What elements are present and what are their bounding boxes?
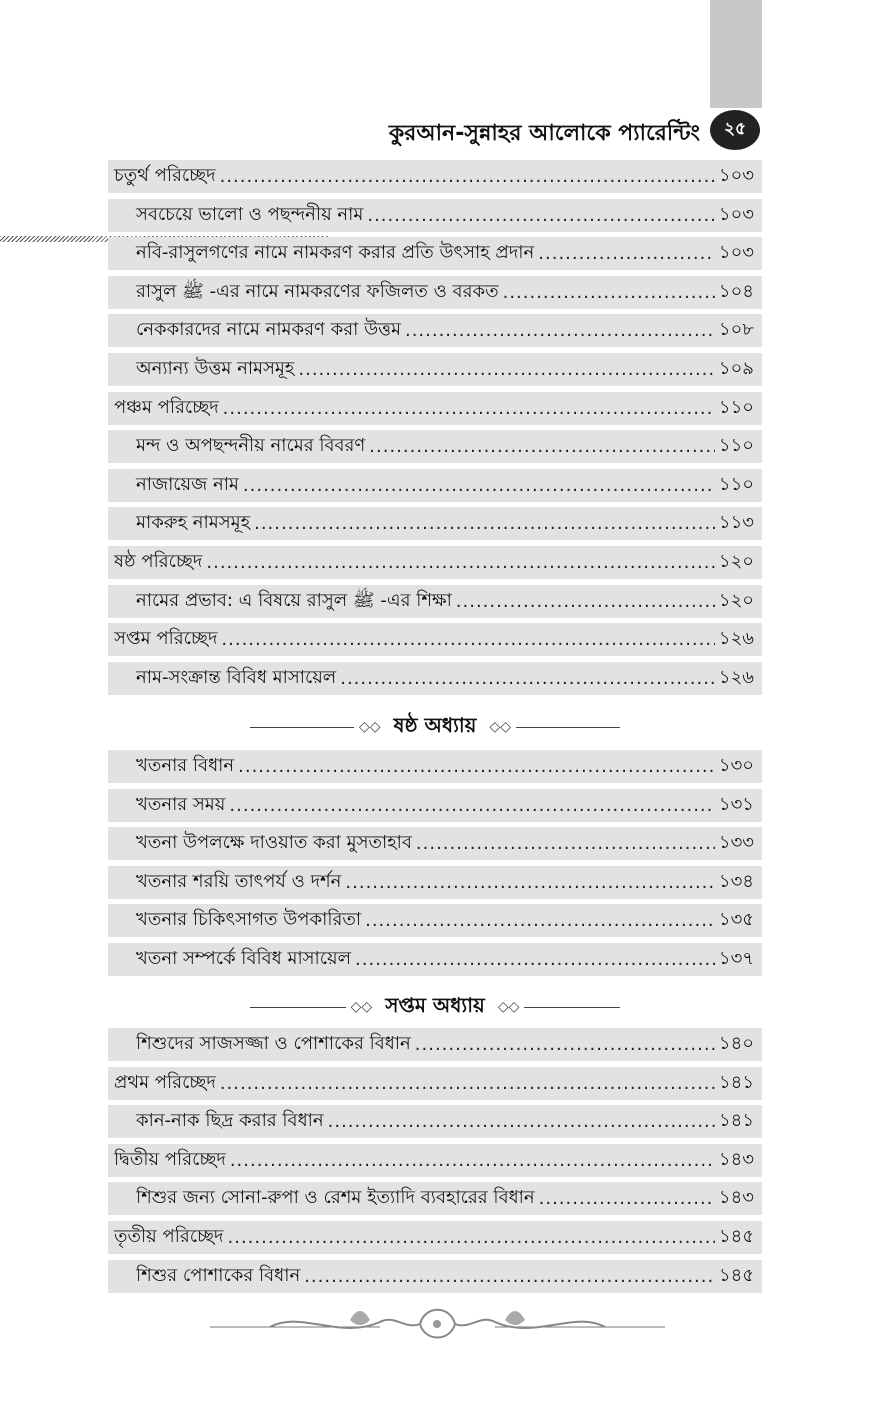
- toc-entry-page: ১৪০: [718, 1033, 754, 1054]
- toc-entry: [108, 585, 762, 618]
- dot-leader: [345, 872, 715, 893]
- toc-entry: [108, 943, 762, 976]
- toc-entry: [108, 866, 762, 899]
- toc-entry: [108, 789, 762, 822]
- toc-entry: [108, 1028, 762, 1061]
- dot-leader: [503, 282, 715, 303]
- dot-leader: [220, 1073, 715, 1094]
- dot-leader: [228, 1227, 715, 1248]
- toc-entry-page: ১৪৩: [718, 1148, 754, 1170]
- chapter-title: ষষ্ঠ অধ্যায়: [393, 712, 477, 737]
- dot-leader: [298, 359, 715, 380]
- toc-entry-page: ১০৩: [718, 165, 754, 186]
- toc-entry: [108, 546, 762, 579]
- dot-leader: [220, 166, 715, 187]
- toc-entry-page: ১৩৫: [718, 909, 754, 931]
- toc-section-2: [108, 750, 762, 982]
- toc-entry-title: শিশুদের সাজসজ্জা ও পোশাকের বিধান: [136, 1033, 411, 1054]
- dot-leader: [230, 1150, 715, 1171]
- toc-entry-page: ১৩৪: [718, 870, 754, 892]
- toc-entry-title: নাজায়েজ নাম: [136, 473, 239, 495]
- toc-entry: [108, 827, 762, 860]
- chapter-rule-left: [250, 727, 354, 728]
- toc-entry-title: খতনা উপলক্ষে দাওয়াত করা মুসতাহাব: [136, 832, 412, 854]
- toc-entry-title: তৃতীয় পরিচ্ছেদ: [114, 1225, 224, 1247]
- toc-entry: [108, 507, 762, 540]
- toc-entry-title: খতনার সময়: [136, 793, 226, 815]
- toc-entry-title: দ্বিতীয় পরিচ্ছেদ: [114, 1148, 226, 1170]
- page-number-badge: ২৫: [710, 110, 760, 150]
- toc-entry-page: ১১০: [718, 435, 754, 457]
- chapter-heading-7: [250, 990, 620, 1024]
- toc-entry-title: রাসুল ﷺ -এর নামে নামকরণের ফজিলত ও বরকত: [136, 280, 499, 302]
- diamond-ornament-icon: ◇◇: [358, 719, 381, 735]
- chapter-rule-left: [250, 1007, 346, 1008]
- toc-entry-page: ১২৬: [718, 666, 754, 688]
- toc-entry: [108, 199, 762, 232]
- dot-leader: [304, 1266, 715, 1287]
- toc-entry-page: ১৩১: [718, 793, 754, 815]
- toc-entry-page: ১৪৫: [718, 1225, 754, 1247]
- dot-leader: [340, 668, 715, 689]
- toc-entry: [108, 904, 762, 937]
- toc-entry-page: ১৪৫: [718, 1264, 754, 1286]
- toc-entry-page: ১০৩: [718, 203, 754, 225]
- dot-leader: [538, 243, 715, 264]
- chapter-title: সপ্তম অধ্যায়: [385, 992, 485, 1017]
- toc-entry: [108, 1067, 762, 1100]
- dot-leader: [405, 320, 715, 341]
- toc-entry-title: খতনার বিধান: [136, 755, 235, 776]
- toc-entry: [108, 1260, 762, 1293]
- dot-leader: [416, 833, 715, 854]
- dot-leader: [355, 949, 715, 970]
- toc-entry-title: নবি-রাসুলগণের নামে নামকরণ করার প্রতি উৎসাহ প্রদান: [136, 242, 535, 264]
- dot-leader: [221, 629, 715, 650]
- toc-entry: [108, 430, 762, 463]
- dot-leader: [367, 205, 715, 226]
- diamond-ornament-icon: ◇◇: [350, 999, 373, 1015]
- toc-entry-page: ১২০: [718, 550, 754, 572]
- toc-entry-page: ১১০: [718, 396, 754, 418]
- dot-leader: [243, 475, 715, 496]
- toc-entry-title: মন্দ ও অপছন্দনীয় নামের বিবরণ: [136, 435, 366, 457]
- toc-entry: [108, 1105, 762, 1138]
- toc-entry-title: মাকরুহ নামসমূহ: [136, 512, 251, 534]
- toc-entry-page: ১৪১: [718, 1110, 754, 1132]
- toc-entry-title: পঞ্চম পরিচ্ছেদ: [114, 396, 219, 418]
- toc-entry-title: শিশুর জন্য সোনা-রুপা ও রেশম ইত্যাদি ব্যবহারের বিধান: [136, 1187, 535, 1209]
- toc-entry-page: ১০৮: [718, 319, 754, 341]
- toc-entry-title: শিশুর পোশাকের বিধান: [136, 1264, 301, 1286]
- dot-leader: [456, 591, 715, 612]
- toc-entry-page: ১৪১: [718, 1071, 754, 1093]
- toc-entry-title: প্রথম পরিচ্ছেদ: [114, 1071, 216, 1093]
- toc-entry-page: ১০৪: [718, 280, 754, 302]
- dot-leader: [223, 398, 715, 419]
- toc-entry-page: ১৩০: [718, 755, 754, 776]
- running-header: [0, 108, 762, 148]
- toc-entry: [108, 750, 762, 783]
- toc-entry-title: কান-নাক ছিদ্র করার বিধান: [136, 1110, 324, 1132]
- diamond-ornament-icon: ◇◇: [489, 719, 512, 735]
- toc-section-1: [108, 160, 762, 700]
- toc-entry-page: ১১৩: [718, 512, 754, 534]
- toc-entry: [108, 1182, 762, 1215]
- toc-entry-title: নামের প্রভাব: এ বিষয়ে রাসুল ﷺ -এর শিক্ষা: [136, 589, 452, 611]
- diamond-ornament-icon: ◇◇: [497, 999, 520, 1015]
- toc-entry: [108, 1221, 762, 1254]
- toc-entry: [108, 353, 762, 386]
- toc-entry: [108, 276, 762, 309]
- toc-entry-page: ১৩৩: [718, 832, 754, 854]
- toc-entry-title: নাম-সংক্রান্ত বিবিধ মাসায়েল: [136, 666, 337, 688]
- dot-leader: [415, 1034, 715, 1055]
- toc-entry-title: অন্যান্য উত্তম নামসমূহ: [136, 357, 295, 379]
- toc-entry-page: ১৪৩: [718, 1187, 754, 1209]
- toc-entry: [108, 237, 762, 270]
- toc-entry-page: ১০৩: [718, 242, 754, 264]
- dot-leader: [238, 756, 715, 777]
- toc-entry: [108, 1144, 762, 1177]
- toc-section-3: [108, 1028, 762, 1298]
- dot-leader: [229, 795, 715, 816]
- dot-leader: [328, 1111, 715, 1132]
- chapter-rule-right: [524, 1007, 620, 1008]
- toc-entry-page: ১২৬: [718, 628, 754, 650]
- dot-leader: [206, 552, 715, 573]
- toc-entry: [108, 623, 762, 656]
- toc-entry-title: সবচেয়ে ভালো ও পছন্দনীয় নাম: [136, 203, 364, 225]
- toc-entry-page: ১১০: [718, 473, 754, 495]
- toc-entry: [108, 469, 762, 502]
- toc-entry-title: খতনার শরয়ি তাৎপর্য ও দর্শন: [136, 870, 342, 892]
- toc-entry-title: নেককারদের নামে নামকরণ করা উত্তম: [136, 319, 401, 341]
- dot-leader: [365, 910, 715, 931]
- toc-entry-title: খতনা সম্পর্কে বিবিধ মাসায়েল: [136, 947, 352, 969]
- toc-entry-page: ১৩৭: [718, 947, 754, 969]
- toc-entry-title: ষষ্ঠ পরিচ্ছেদ: [114, 550, 203, 572]
- floral-divider-icon: [210, 1300, 665, 1350]
- dot-leader: [369, 436, 715, 457]
- toc-entry-title: খতনার চিকিৎসাগত উপকারিতা: [136, 909, 362, 931]
- toc-entry: [108, 314, 762, 347]
- page-edge-tab: [710, 0, 762, 108]
- chapter-rule-right: [516, 727, 620, 728]
- book-title: কুরআন-সুন্নাহর আলোকে প্যারেন্টিং: [388, 121, 700, 146]
- toc-entry: [108, 160, 762, 193]
- toc-entry-title: সপ্তম পরিচ্ছেদ: [114, 628, 218, 650]
- toc-entry: [108, 662, 762, 695]
- toc-entry-title: চতুর্থ পরিচ্ছেদ: [114, 165, 216, 186]
- dot-leader: [254, 513, 715, 534]
- toc-entry: [108, 392, 762, 425]
- toc-entry-page: ১০৯: [718, 357, 754, 379]
- chapter-heading-6: [250, 710, 620, 744]
- toc-entry-page: ১২০: [718, 589, 754, 611]
- dot-leader: [539, 1188, 715, 1209]
